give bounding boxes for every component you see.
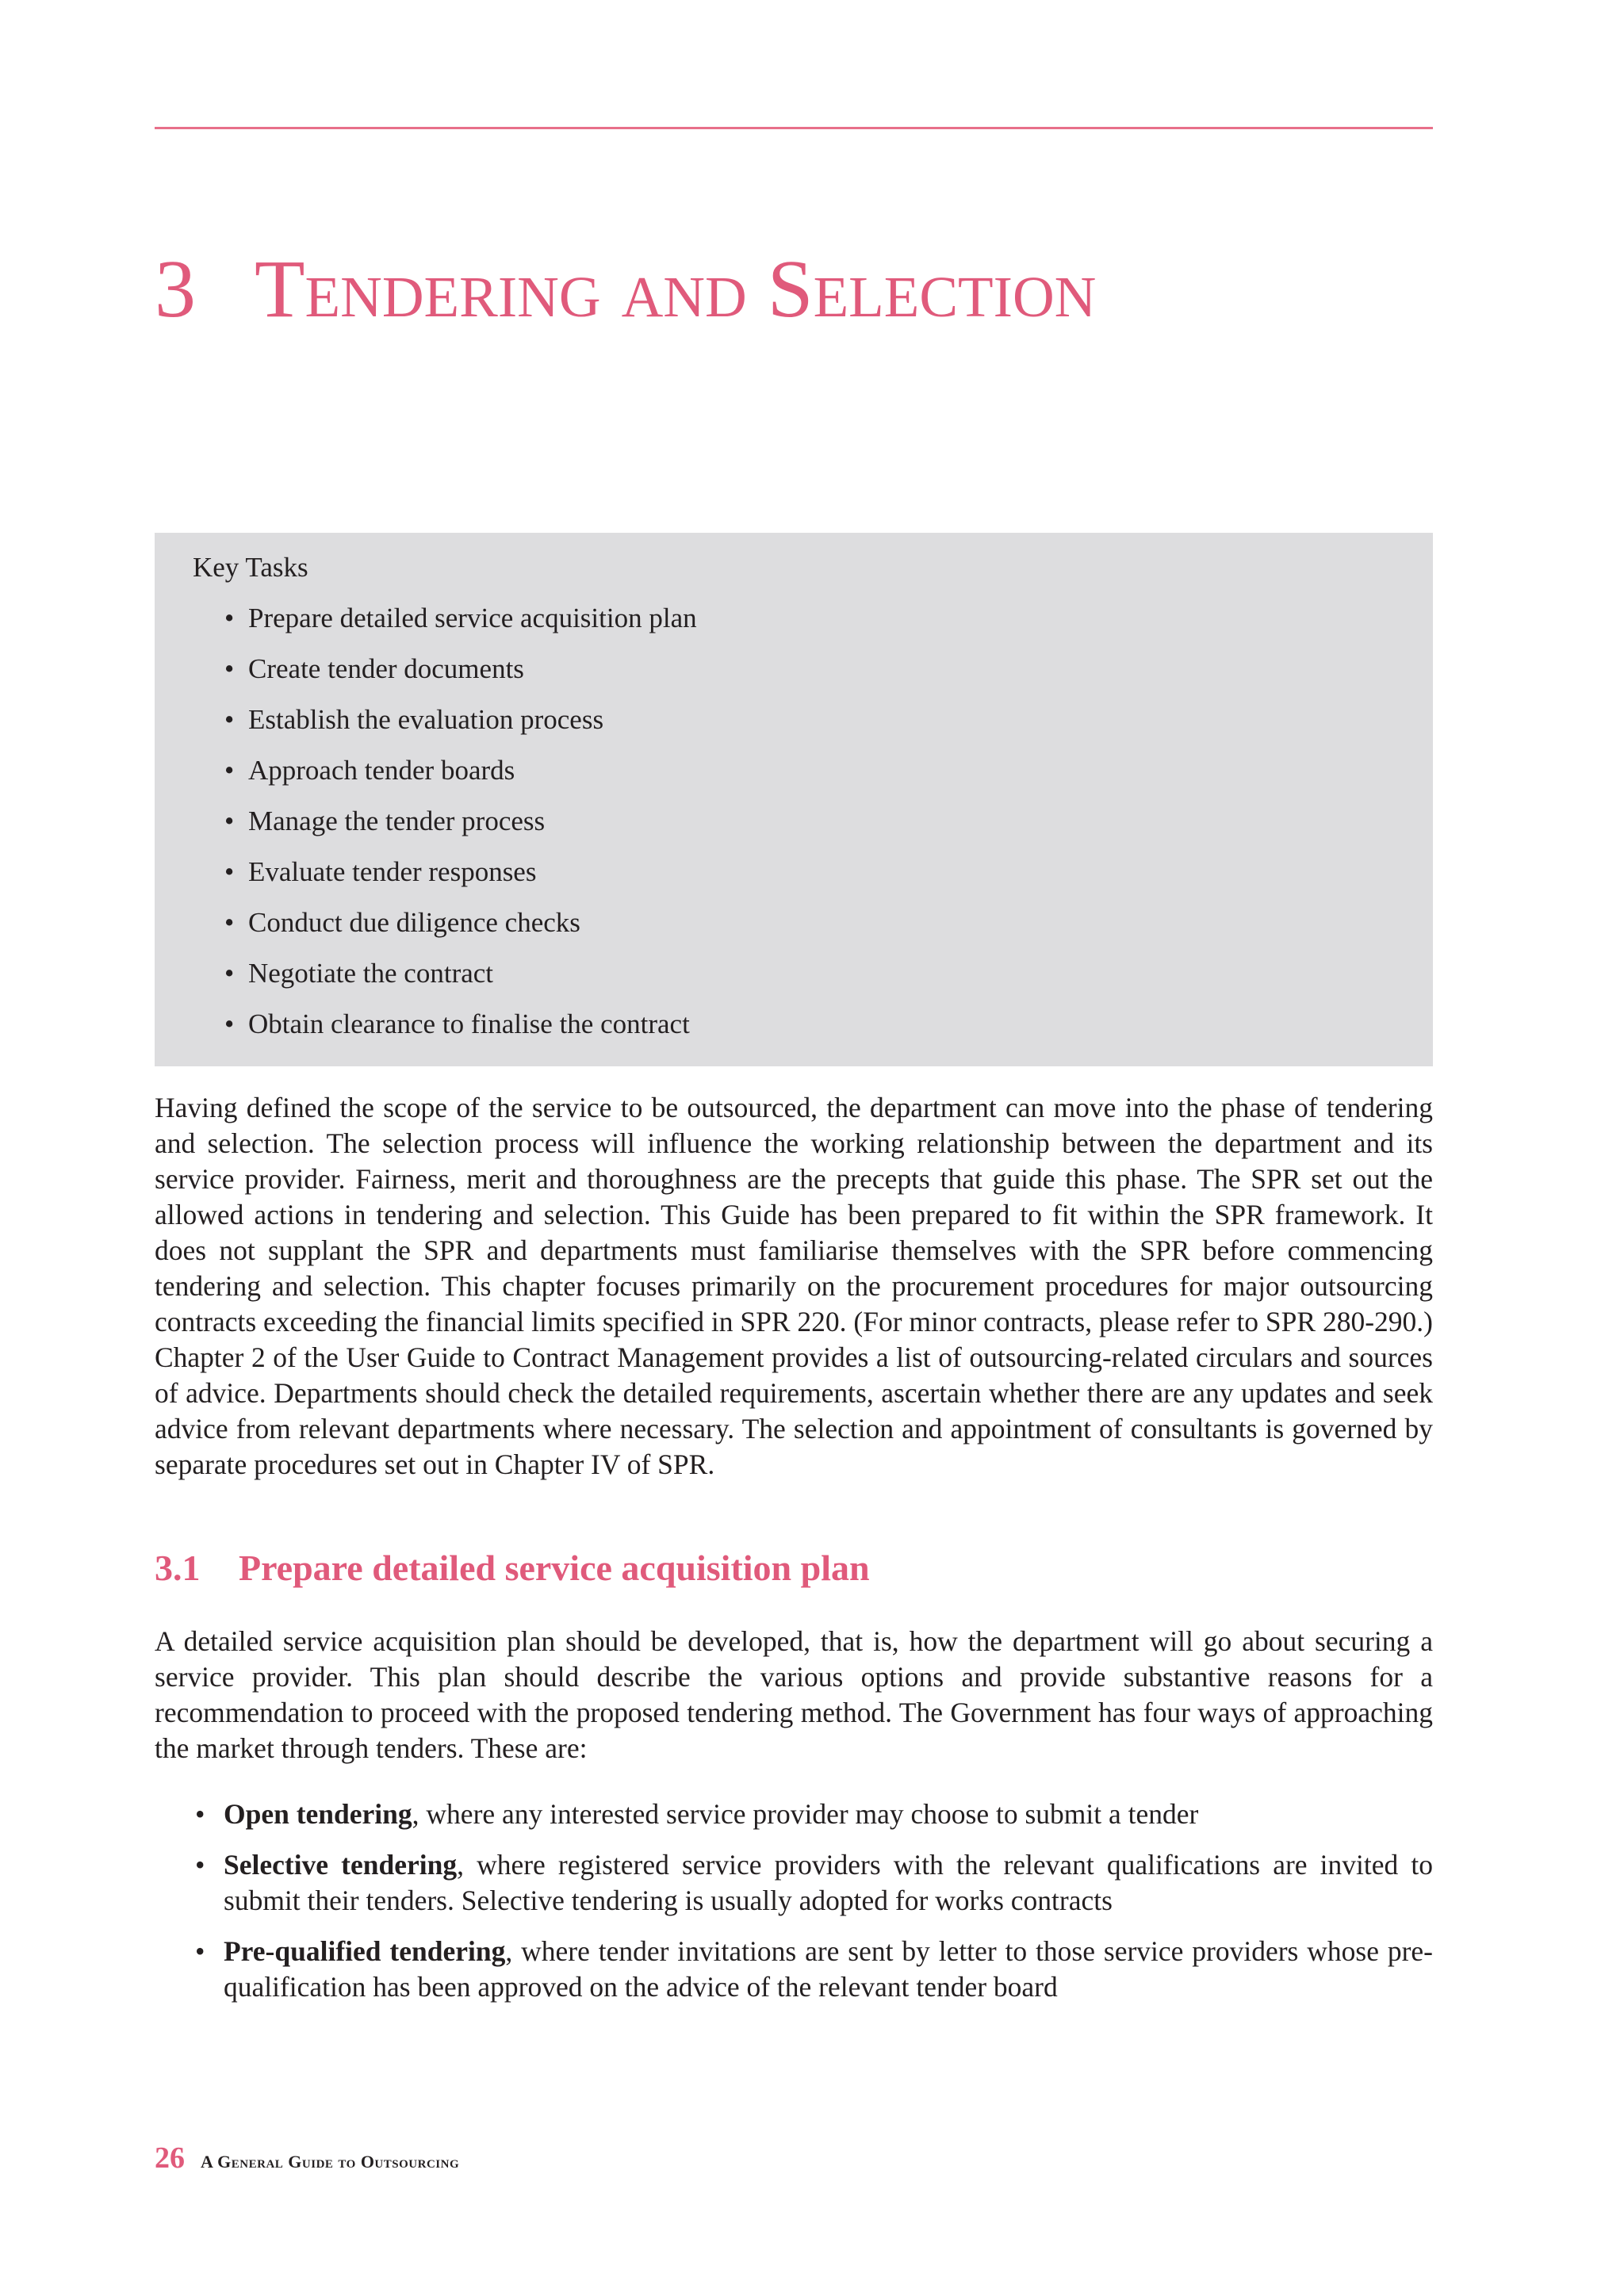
key-task-item: [224, 753, 1433, 804]
bullet-icon: •: [195, 1849, 205, 1881]
method-term: Pre-qualified tendering: [224, 1935, 506, 1967]
bullet-icon: •: [224, 755, 235, 786]
key-task-label: Establish the evaluation process: [248, 704, 604, 735]
bullet-icon: •: [195, 1935, 205, 1967]
bullet-icon: •: [224, 653, 235, 684]
key-task-item: [224, 652, 1433, 702]
method-term: Selective tendering: [224, 1849, 458, 1881]
bullet-icon: •: [224, 907, 235, 938]
bullet-icon: •: [224, 704, 235, 735]
intro-paragraph: Having defined the scope of the service to be outsourced, the department can move into the phase of tendering and selection. The selection process will influence the working relationship between the department and its service provider. Fairness, merit and thoroughness are the precepts that guide this phase. The SPR set out the allowed actions in tendering and selection. This Guide has been prepared to fit within the SPR framework. It does not supplant the SPR and departments must familiarise themselves with the SPR before commencing tendering and selection. This chapter focuses primarily on the procurement procedures for major outsourcing contracts exceeding the financial limits specified in SPR 220. (For minor contracts, please refer to SPR 280-290.) Chapter 2 of the User Guide to Contract Management provides a list of outsourcing-related circulars and sources of advice. Departments should check the detailed requirements, ascertain whether there are any updates and seek advice from relevant departments where necessary. The selection and appointment of consultants is governed by separate procedures set out in Chapter IV of SPR.: [155, 1092, 1433, 1480]
key-task-item: [224, 601, 1433, 652]
bullet-icon: •: [224, 603, 235, 633]
footer-title: A General Guide to Outsourcing: [201, 2152, 460, 2172]
key-task-label: Conduct due diligence checks: [248, 907, 580, 938]
section-heading: [155, 1544, 870, 1592]
tendering-method-item: [195, 1797, 1433, 1832]
key-task-item: [224, 804, 1433, 855]
bullet-icon: •: [195, 1798, 205, 1830]
key-tasks-list: [193, 601, 1433, 1058]
key-task-label: Negotiate the contract: [248, 958, 494, 989]
key-tasks-box: [155, 533, 1433, 1066]
section-paragraph: A detailed service acquisition plan should be developed, that is, how the department will go about securing a service provider. This plan should describe the various options and provide substantive reasons for a recommendation to proceed with the proposed tendering method. The Government has four ways of approaching the market through tenders. These are:: [155, 1625, 1433, 1764]
tendering-method-item: [195, 1934, 1433, 2005]
method-description: , where any interested service provider may choose to submit a tender: [412, 1798, 1199, 1830]
bullet-icon: •: [224, 856, 235, 887]
key-task-label: Obtain clearance to finalise the contract: [248, 1008, 690, 1039]
chapter-number: 3: [155, 243, 196, 335]
page-number: 26: [155, 2141, 185, 2175]
key-task-label: Create tender documents: [248, 653, 524, 684]
top-rule-divider: [155, 127, 1433, 129]
bullet-icon: •: [224, 806, 235, 836]
key-task-label: Approach tender boards: [248, 755, 515, 786]
section-title: Prepare detailed service acquisition plan: [239, 1548, 870, 1588]
key-task-item: [224, 1007, 1433, 1058]
tendering-methods-list: [195, 1797, 1433, 2020]
key-task-label: Evaluate tender responses: [248, 856, 537, 887]
method-description: , where tender invitations are sent by letter to those service providers whose pre-qualification has been approved on the advice of the relevant tender board: [224, 1935, 1433, 2003]
section-number: 3.1: [155, 1548, 201, 1588]
key-task-item: [224, 702, 1433, 753]
key-task-label: Prepare detailed service acquisition plan: [248, 603, 697, 633]
key-task-item: [224, 956, 1433, 1007]
chapter-title: Tendering and Selection: [255, 243, 1097, 335]
method-description: , where registered service providers with the relevant qualifications are invited to submit their tenders. Selective tendering is usually adopted for works contracts: [224, 1849, 1433, 1916]
tendering-method-item: [195, 1847, 1433, 1919]
key-task-item: [224, 855, 1433, 905]
chapter-heading: [155, 230, 1433, 349]
key-tasks-title: Key Tasks: [193, 552, 308, 583]
key-task-label: Manage the tender process: [248, 806, 546, 836]
method-term: Open tendering: [224, 1798, 412, 1830]
bullet-icon: •: [224, 958, 235, 989]
bullet-icon: •: [224, 1008, 235, 1039]
key-task-item: [224, 905, 1433, 956]
page-footer: [155, 2141, 459, 2175]
